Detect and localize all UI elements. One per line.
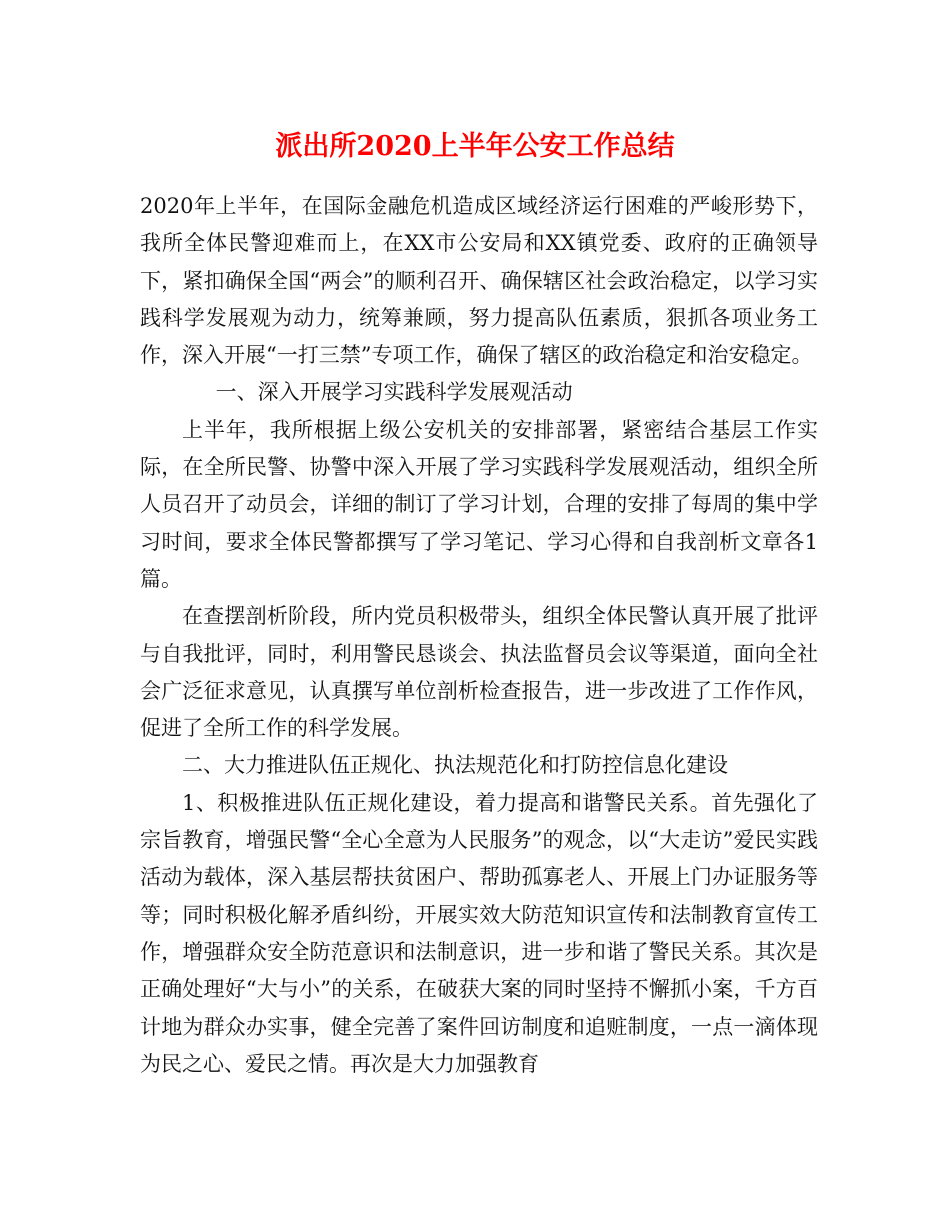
body-paragraph: 上半年，我所根据上级公安机关的安排部署，紧密结合基层工作实际，在全所民警、协警中深入开展了学习实践科学发展观活动，组织全所人员召开了动员会，详细的制订了学习计划，合理的安排了每周的集中学习时间，要求全体民警都撰写了学习笔记、学习心得和自我剖析文章各1篇。 — [140, 417, 818, 591]
intro-paragraph: 2020年上半年，在国际金融危机造成区域经济运行困难的严峻形势下，我所全体民警迎难而上，在XX市公安局和XX镇党委、政府的正确领导下，紧扣确保全国“两会”的顺利召开、确保辖区社会政治稳定，以学习实践科学发展观为动力，统筹兼顾，努力提高队伍素质，狠抓各项业务工作，深入开展“一打三禁”专项工作，确保了辖区的政治稳定和治安稳定。 — [140, 194, 818, 368]
section-heading-2: 二、大力推进队伍正规化、执法规范化和打防控信息化建设 — [182, 753, 728, 778]
document-body — [140, 188, 818, 1083]
document-title: 派出所2020上半年公安工作总结 — [275, 131, 675, 162]
section-heading-1: 一、深入开展学习实践科学发展观活动 — [215, 380, 573, 405]
body-paragraph: 在查摆剖析阶段，所内党员积极带头，组织全体民警认真开展了批评与自我批评，同时，利用警民恳谈会、执法监督员会议等渠道，面向全社会广泛征求意见，认真撰写单位剖析检查报告，进一步改进了工作作风，促进了全所工作的科学发展。 — [140, 604, 818, 741]
body-paragraph: 1、积极推进队伍正规化建设，着力提高和谐警民关系。首先强化了宗旨教育，增强民警“全心全意为人民服务”的观念，以“大走访”爱民实践活动为载体，深入基层帮扶贫困户、帮助孤寡老人、开展上门办证服务等等；同时积极化解矛盾纠纷，开展实效大防范知识宣传和法制教育宣传工作，增强群众安全防范意识和法制意识，进一步和谐了警民关系。其次是正确处理好“大与小”的关系，在破获大案的同时坚持不懈抓小案，千方百计地为群众办实事，健全完善了案件回访制度和追赃制度，一点一滴体现为民之心、爱民之情。再次是大力加强教育 — [140, 790, 818, 1076]
